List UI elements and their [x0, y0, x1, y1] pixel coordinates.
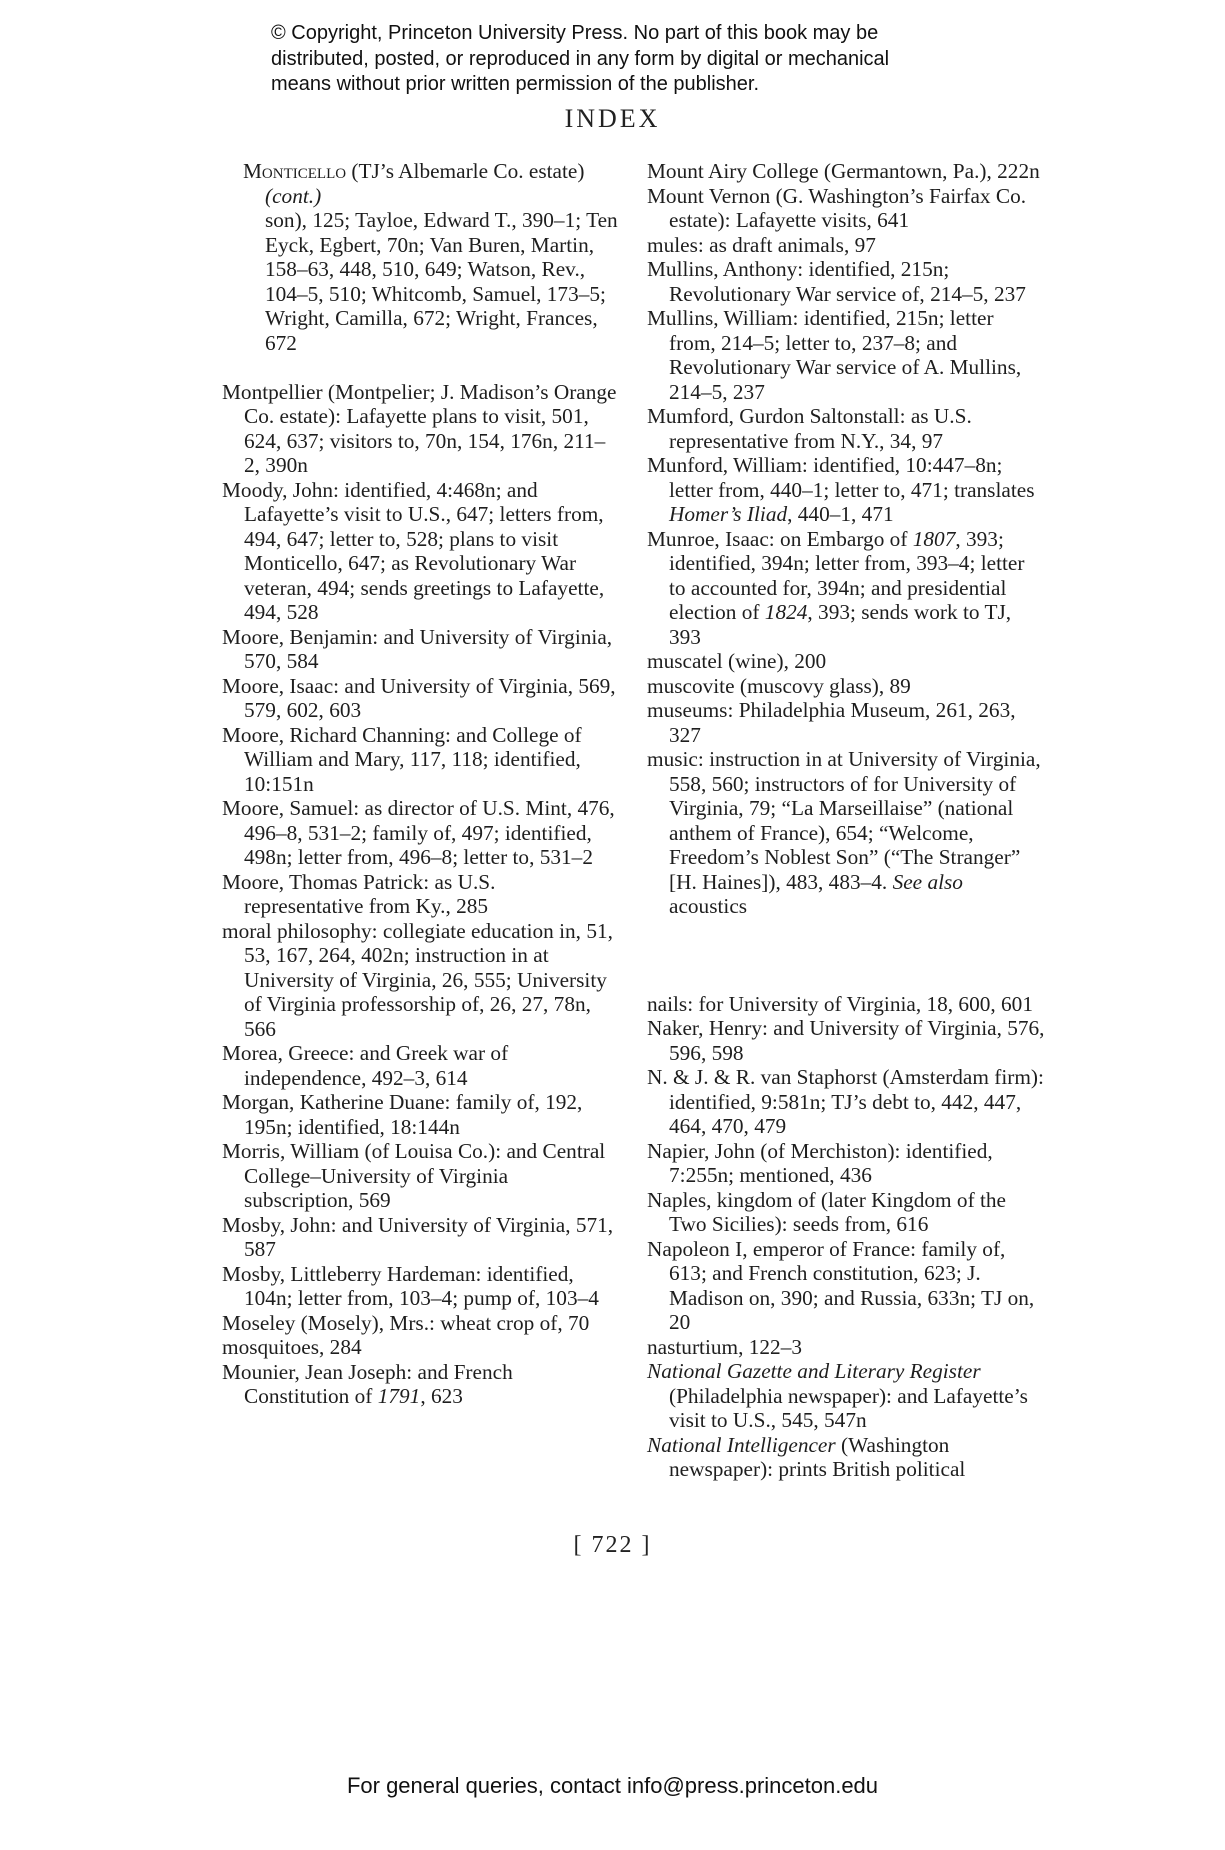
copyright-notice — [271, 21, 991, 98]
headword: Monticello — [243, 159, 347, 183]
index-entry-intelligencer — [647, 1433, 1045, 1482]
index-entry: Mullins, Anthony: identified, 215n; Revolutionary War service of, 214–5, 237 — [647, 257, 1026, 306]
entry-text: Munroe, Isaac: on Embargo of — [647, 526, 913, 551]
entry-year: 1791 — [377, 1384, 421, 1408]
index-entry: Naples, kingdom of (later Kingdom of the Two Sicilies): seeds from, 616 — [647, 1187, 1007, 1236]
entry-text: , 393; identified, 394n; letter from, 393–4; letter to accounted for, 394n; and presidential election of — [669, 526, 1025, 624]
index-entry: nails: for University of Virginia, 18, 600, 601 — [647, 991, 1033, 1016]
copyright-line: © Copyright, Princeton University Press. No part of this book may be — [271, 22, 879, 44]
index-entry-munroe — [647, 527, 1045, 650]
page-title: INDEX — [564, 104, 661, 133]
entry-text: music: instruction in at University of Virginia, 558, 560; instructors of for University of Virginia, 79; “La Marseillaise” (national anthem of France), 654; “Welcome, Freedom’s Noblest Son” (“The Stranger” [H. Haines]), 483, 483–4. — [647, 747, 1041, 894]
entry-text: (Washington newspaper): prints British political — [669, 1432, 966, 1481]
index-entry: Mosby, John: and University of Virginia, 571, 587 — [222, 1212, 614, 1261]
index-entry: Mosby, Littleberry Hardeman: identified, 104n; letter from, 103–4; pump of, 103–4 — [222, 1261, 599, 1310]
letter-section-spacer — [647, 919, 1045, 992]
entry-text: , 623 — [420, 1384, 463, 1408]
index-entry: N. & J. & R. van Staphorst (Amsterdam firm): identified, 9:581n; TJ’s debt to, 442, 447, 464, 470, 479 — [647, 1065, 1044, 1138]
index-entry: museums: Philadelphia Museum, 261, 263, 327 — [647, 698, 1016, 747]
copyright-line: means without prior written permission of the publisher. — [271, 73, 760, 95]
index-entry: Moore, Samuel: as director of U.S. Mint, 476, 496–8, 531–2; family of, 497; identified, 498n; letter from, 496–8; letter to, 531–2 — [222, 796, 615, 869]
index-entry: Moore, Isaac: and University of Virginia, 569, 579, 602, 603 — [222, 673, 616, 722]
entry-year: 1807 — [912, 526, 956, 551]
index-entry: muscatel (wine), 200 — [647, 649, 827, 673]
index-entry: nasturtium, 122–3 — [647, 1334, 802, 1359]
index-entry: Mount Airy College (Germantown, Pa.), 222n — [647, 159, 1040, 183]
entry-italic: National Intelligencer — [647, 1432, 836, 1457]
index-entry-continued-text: son), 125; Tayloe, Edward T., 390–1; Ten Eyck, Egbert, 70n; Van Buren, Martin, 158–63, 448, 510, 649; Watson, Rev., 104–5, 510; Whitcomb, Samuel, 173–5; Wright, Camilla, 672; Wright, Frances, 672 — [265, 208, 618, 355]
index-column-left — [222, 159, 620, 1409]
copyright-line: distributed, posted, or reproduced in any form by digital or mechanical — [271, 47, 890, 70]
index-entry: Mullins, William: identified, 215n; letter from, 214–5; letter to, 237–8; and Revolutionary War service of A. Mullins, 214–5, 237 — [647, 306, 1022, 404]
index-entry: Napoleon I, emperor of France: family of, 613; and French constitution, 623; J. Madison on, 390; and Russia, 633n; TJ on, 20 — [647, 1236, 1035, 1334]
index-entry: Morris, William (of Louisa Co.): and Central College–University of Virginia subscription, 569 — [222, 1139, 606, 1212]
index-entry: Napier, John (of Merchiston): identified, 7:255n; mentioned, 436 — [647, 1138, 993, 1187]
entry-text: acoustics — [669, 894, 748, 918]
index-entry: Moseley (Mosely), Mrs.: wheat crop of, 70 — [222, 1310, 590, 1335]
index-entry: Montpellier (Montpelier; J. Madison’s Orange Co. estate): Lafayette plans to visit, 501, 624, 637; visitors to, 70n, 154, 176n, 211–2, 390n — [222, 379, 617, 477]
entry-text: Mounier, Jean Joseph: and French Constitution of — [222, 1359, 513, 1408]
index-entry-music — [647, 747, 1045, 919]
entry-text: , 393; sends work to TJ, 393 — [669, 600, 1012, 649]
index-entry: muscovite (muscovy glass), 89 — [647, 673, 911, 698]
entry-text: Munford, William: identified, 10:447–8n; letter from, 440–1; letter to, 471; translates — [647, 453, 1035, 502]
index-entry-continued-head — [222, 159, 620, 208]
index-entry: Mount Vernon (G. Washington’s Fairfax Co. estate): Lafayette visits, 641 — [647, 183, 1027, 232]
page-number: [ 722 ] — [573, 1532, 652, 1558]
entry-italic: National Gazette and Literary Register — [647, 1359, 981, 1383]
headword-rest: (TJ’s Albemarle Co. estate) — [346, 159, 585, 183]
index-entry: Moore, Richard Channing: and College of William and Mary, 117, 118; identified, 10:151n — [222, 722, 582, 796]
index-column-right — [647, 159, 1045, 1482]
cont-marker: (cont.) — [265, 183, 322, 208]
index-entry: Naker, Henry: and University of Virginia, 576, 596, 598 — [647, 1016, 1045, 1065]
index-entry: Mumford, Gurdon Saltonstall: as U.S. representative from N.Y., 34, 97 — [647, 404, 972, 453]
entry-italic: Homer’s Iliad — [669, 502, 788, 526]
index-entry-munford — [647, 453, 1045, 527]
index-entry: mosquitoes, 284 — [222, 1335, 362, 1359]
entry-year: 1824 — [764, 600, 808, 624]
see-also: See also — [892, 869, 963, 894]
index-entry: Morgan, Katherine Duane: family of, 192, 195n; identified, 18:144n — [222, 1090, 583, 1139]
index-entry: Moore, Thomas Patrick: as U.S. representative from Ky., 285 — [222, 869, 496, 918]
index-entry: Moore, Benjamin: and University of Virginia, 570, 584 — [222, 624, 613, 673]
footer-contact: For general queries, contact info@press.princeton.edu — [346, 1773, 879, 1798]
index-entry: Moody, John: identified, 4:468n; and Lafayette’s visit to U.S., 647; letters from, 494, 647; letter to, 528; plans to visit Monticello, 647; as Revolutionary War veteran, 494; sends greetings to Lafayette, 494, 528 — [222, 477, 605, 624]
entry-text: , 440–1, 471 — [787, 502, 894, 526]
index-entry-gazette — [647, 1359, 1045, 1433]
spacer — [222, 355, 620, 380]
index-entry: Morea, Greece: and Greek war of independence, 492–3, 614 — [222, 1041, 509, 1090]
entry-text: (Philadelphia newspaper): and Lafayette’s visit to U.S., 545, 547n — [669, 1383, 1028, 1432]
index-entry: mules: as draft animals, 97 — [647, 232, 876, 257]
index-entry-mounier — [222, 1360, 620, 1409]
index-entry: moral philosophy: collegiate education in, 51, 53, 167, 264, 402n; instruction in at University of Virginia, 26, 555; University of Virginia professorship of, 26, 27, 78n, 566 — [222, 918, 613, 1041]
